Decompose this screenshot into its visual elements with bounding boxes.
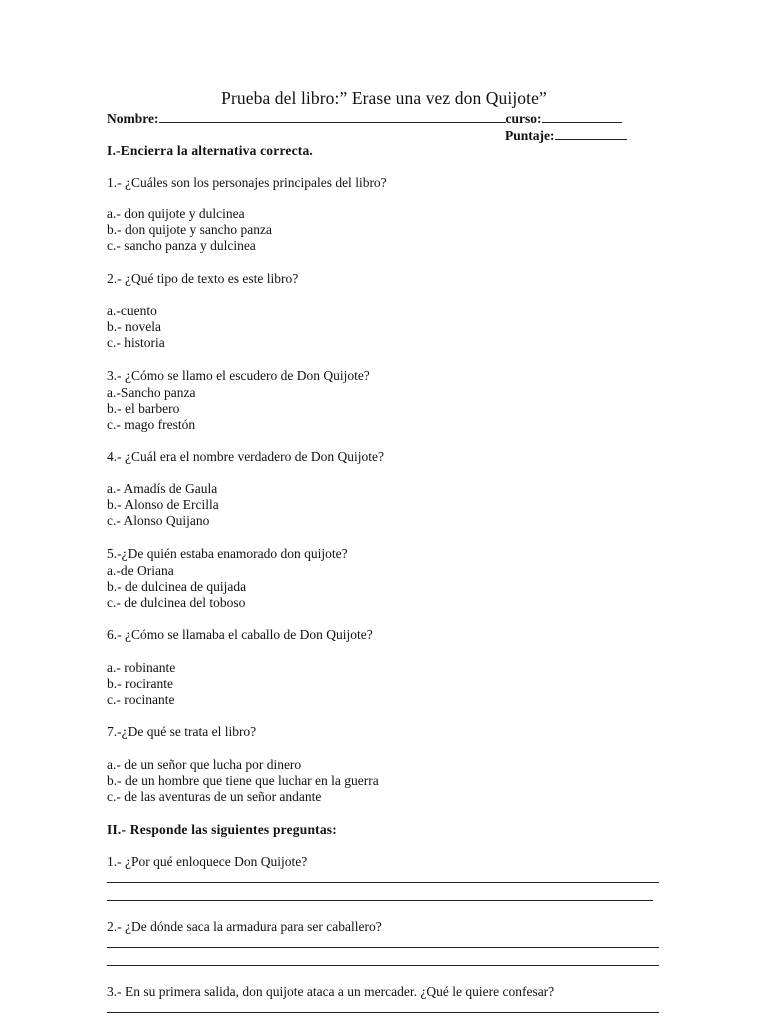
option: c.- mago frestón xyxy=(107,417,196,433)
question-3: 3.- ¿Cómo se llamo el escudero de Don Quijote? xyxy=(107,368,370,383)
question-1: 1.- ¿Cuáles son los personajes principales del libro? xyxy=(107,175,387,190)
question-5-options xyxy=(107,563,246,612)
page-title: Prueba del libro:” Erase una vez don Quijote” xyxy=(221,88,547,108)
curso-label: curso: xyxy=(505,111,542,126)
question-6-options xyxy=(107,660,175,709)
option: a.- don quijote y dulcinea xyxy=(107,206,245,221)
open-question-2: 2.- ¿De dónde saca la armadura para ser caballero? xyxy=(107,919,382,934)
option: a.-de Oriana xyxy=(107,563,174,578)
option: a.- de un señor que lucha por dinero xyxy=(107,757,302,772)
option: b.- don quijote y sancho panza xyxy=(107,222,272,238)
open-question-3: 3.- En su primera salida, don quijote ataca a un mercader. ¿Qué le quiere confesar? xyxy=(107,984,555,999)
puntaje-label: Puntaje: xyxy=(505,128,555,143)
answer-line[interactable] xyxy=(107,882,659,883)
option: b.- de dulcinea de quijada xyxy=(107,579,247,595)
puntaje-field[interactable] xyxy=(555,127,627,140)
section-2-title: II.- Responde las siguientes preguntas: xyxy=(107,822,337,837)
answer-line[interactable] xyxy=(107,947,659,948)
question-4: 4.- ¿Cuál era el nombre verdadero de Don Quijote? xyxy=(107,449,385,464)
option: a.- robinante xyxy=(107,660,176,675)
option: b.- Alonso de Ercilla xyxy=(107,497,219,513)
option: c.- sancho panza y dulcinea xyxy=(107,238,256,254)
answer-line[interactable] xyxy=(107,900,653,901)
option: c.- rocinante xyxy=(107,692,175,708)
option: b.- de un hombre que tiene que luchar en la guerra xyxy=(107,773,379,789)
nombre-field[interactable] xyxy=(159,110,506,123)
question-2-options xyxy=(107,303,165,352)
section-1-title: I.-Encierra la alternativa correcta. xyxy=(107,143,314,158)
question-6: 6.- ¿Cómo se llamaba el caballo de Don Quijote? xyxy=(107,627,373,642)
question-7-options xyxy=(107,757,379,806)
option: c.- de las aventuras de un señor andante xyxy=(107,789,322,805)
answer-line[interactable] xyxy=(107,965,659,966)
nombre-label: Nombre: xyxy=(107,111,159,126)
curso-field[interactable] xyxy=(542,110,622,123)
answer-line[interactable] xyxy=(107,1012,659,1013)
question-2: 2.- ¿Qué tipo de texto es este libro? xyxy=(107,271,299,286)
question-5: 5.-¿De quién estaba enamorado don quijote? xyxy=(107,546,348,561)
option: b.- rocirante xyxy=(107,676,173,692)
option: a.-Sancho panza xyxy=(107,385,196,400)
question-4-options xyxy=(107,481,219,530)
option: a.-cuento xyxy=(107,303,157,318)
question-1-options xyxy=(107,206,272,255)
puntaje-row xyxy=(505,127,627,144)
nombre-row xyxy=(107,110,622,127)
open-question-1: 1.- ¿Por qué enloquece Don Quijote? xyxy=(107,854,308,869)
question-7: 7.-¿De qué se trata el libro? xyxy=(107,724,257,739)
question-3-options xyxy=(107,385,195,434)
option: b.- el barbero xyxy=(107,401,180,417)
option: c.- historia xyxy=(107,335,165,351)
option: a.- Amadís de Gaula xyxy=(107,481,218,496)
option: c.- de dulcinea del toboso xyxy=(107,595,246,611)
option: b.- novela xyxy=(107,319,161,335)
option: c.- Alonso Quijano xyxy=(107,513,210,529)
